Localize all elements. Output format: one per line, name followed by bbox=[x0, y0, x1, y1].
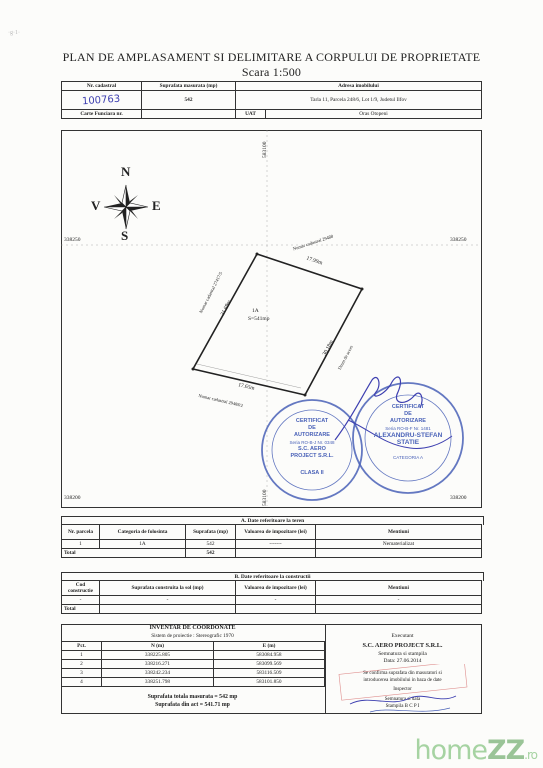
total-empty bbox=[236, 549, 316, 558]
total-row bbox=[62, 549, 482, 558]
cell-pct: 3 bbox=[62, 669, 102, 678]
inventar-title: INVENTAR DE COORDONATE bbox=[149, 625, 236, 631]
suprafata-label: Suprafata masurata (mp) bbox=[142, 82, 236, 91]
cell-nr-parcela: 1 bbox=[62, 540, 100, 549]
stamp-line1: Semnatura si data bbox=[384, 697, 421, 702]
section-a-table bbox=[61, 524, 482, 558]
header-valoarea: Valoarea de impozitare (lei) bbox=[236, 581, 316, 596]
header-suprafata: Suprafata (mp) bbox=[186, 525, 236, 540]
adresa-value: Tarla 11, Parcela 248/6, Lot 1/9, Judetul Ilfov bbox=[236, 91, 482, 110]
compass-s: S bbox=[121, 228, 129, 243]
page-subtitle-scale: Scara 1:500 bbox=[241, 65, 302, 79]
header-nr-parcela: Nr. parcela bbox=[62, 525, 100, 540]
coord-right-upper: 338250 bbox=[450, 237, 467, 243]
header-n: N (m) bbox=[102, 642, 214, 651]
point-marker bbox=[304, 394, 307, 397]
point-marker bbox=[256, 253, 259, 256]
total-act: Suprafata din act = 541.71 mp bbox=[155, 702, 230, 708]
table-row bbox=[62, 669, 325, 678]
point-marker bbox=[361, 288, 364, 291]
parcel-area: S=541mp bbox=[248, 316, 270, 322]
stamp-statie-text bbox=[362, 404, 454, 461]
total-label: Total bbox=[62, 549, 186, 558]
section-b-title: B. Date referitoare la constructii bbox=[61, 572, 484, 581]
suprafata-value: 542 bbox=[142, 91, 236, 110]
inspector-label: Inspector bbox=[393, 687, 412, 692]
watermark-home: home bbox=[414, 735, 488, 766]
header-mentiuni: Mentiuni bbox=[316, 525, 482, 540]
total-empty bbox=[316, 549, 482, 558]
stamp-line2: Stampila B C P I bbox=[385, 704, 420, 709]
cell-valoarea: - bbox=[236, 596, 316, 605]
stamp2-line1: CERTIFICAT bbox=[391, 404, 425, 410]
compass-n: N bbox=[121, 164, 131, 179]
nr-cadastral-value: 100763 bbox=[82, 93, 121, 107]
stamp1-line2: DE bbox=[308, 425, 316, 431]
watermark-zz: ZZ bbox=[487, 735, 525, 766]
stamp-aero-text bbox=[270, 418, 354, 477]
section-b-table bbox=[61, 580, 482, 614]
corner-mark: ·g·1· bbox=[8, 30, 20, 36]
total-label: Total bbox=[62, 605, 100, 614]
table-row bbox=[62, 596, 482, 605]
stamp2-line2: DE bbox=[404, 411, 412, 417]
neighbor-left: Numar cadastral 27417/5 bbox=[198, 271, 224, 314]
stamp2-line4: Seria RO-B-F Nr. 1481 bbox=[385, 426, 431, 431]
cell-e: 583116.509 bbox=[214, 669, 325, 678]
ocpi-stamp-overlay bbox=[330, 664, 480, 724]
compass-w: V bbox=[91, 198, 101, 213]
cell-pct: 1 bbox=[62, 651, 102, 660]
header-suprafata-construita: Suprafata construita la sol (mp) bbox=[100, 581, 236, 596]
cell-categoria: 1A bbox=[100, 540, 186, 549]
cell-pct: 2 bbox=[62, 660, 102, 669]
cell-cod: - bbox=[62, 596, 100, 605]
executant-company: S.C. AERO PROJECT S.R.L. bbox=[362, 642, 443, 649]
total-masurata: Suprafata totala masurata = 542 mp bbox=[147, 694, 238, 700]
total-empty bbox=[316, 605, 482, 614]
table-row bbox=[62, 651, 325, 660]
side-bottom: 17.65m bbox=[237, 382, 256, 392]
stamp2-line7: CATEGORIA A bbox=[393, 455, 423, 460]
stamp1-line5: S.C. AERO bbox=[298, 446, 326, 452]
stamp1-line6: PROJECT S.R.L. bbox=[290, 453, 334, 459]
side-left: 31.69m bbox=[219, 299, 233, 317]
neighbor-right: Drum de acces bbox=[336, 344, 354, 371]
total-row bbox=[62, 605, 482, 614]
stamp1-line4: Seria RO-B-J Nr. 0348 bbox=[289, 440, 335, 445]
stamp1-line3: AUTORIZARE bbox=[294, 432, 330, 438]
watermark-ro: .ro bbox=[524, 748, 537, 762]
header-mentiuni: Mentiuni bbox=[316, 581, 482, 596]
coord-left-upper: 338250 bbox=[64, 237, 81, 243]
page-title: PLAN DE AMPLASAMENT SI DELIMITARE A CORPULUI DE PROPRIETATE bbox=[62, 50, 481, 64]
inventar-table bbox=[61, 641, 325, 687]
homezz-watermark bbox=[414, 735, 537, 766]
stamp1-line1: CERTIFICAT bbox=[295, 418, 329, 424]
confirm-line1: Se confirma suprafata din masuratori si bbox=[363, 671, 442, 676]
header-cod-constructie: Cod constructie bbox=[62, 581, 100, 596]
section-a-title: A. Date referitoare la teren bbox=[61, 516, 484, 525]
coord-bottom: 583100 bbox=[262, 489, 268, 506]
side-right: 30.18m bbox=[321, 339, 335, 357]
executant-label: Executant bbox=[391, 633, 414, 639]
coord-top: 583100 bbox=[262, 141, 268, 158]
cell-suprafata: 542 bbox=[186, 540, 236, 549]
header-e: E (m) bbox=[214, 642, 325, 651]
header-valoarea: Valoarea de impozitare (lei) bbox=[236, 525, 316, 540]
cell-mentiuni: - bbox=[316, 596, 482, 605]
stamp1-line7: CLASA II bbox=[300, 470, 324, 476]
uat-label: UAT bbox=[236, 110, 266, 119]
cell-n: 338251.798 bbox=[102, 678, 214, 687]
cell-pct: 4 bbox=[62, 678, 102, 687]
cell-e: 583099.569 bbox=[214, 660, 325, 669]
total-empty bbox=[100, 605, 236, 614]
cell-n: 338225.805 bbox=[102, 651, 214, 660]
table-row bbox=[62, 660, 325, 669]
header-categoria: Categoria de folosinta bbox=[100, 525, 186, 540]
adresa-label: Adresa imobilului bbox=[236, 82, 482, 91]
header-pct: Pct. bbox=[62, 642, 102, 651]
cell-e: 583101.850 bbox=[214, 678, 325, 687]
stamp2-line3: AUTORIZARE bbox=[390, 418, 426, 424]
stamp2-line6: STATIE bbox=[396, 439, 420, 446]
point-marker bbox=[192, 368, 195, 371]
compass-rose-icon bbox=[104, 185, 148, 229]
parcel-label: 1A bbox=[252, 308, 259, 314]
inventar-system: Sistem de proiectie : Stereografic 1970 bbox=[151, 633, 234, 639]
cell-e: 583084.958 bbox=[214, 651, 325, 660]
cell-suprafata: - bbox=[100, 596, 236, 605]
cell-mentiuni: Nematerializat bbox=[316, 540, 482, 549]
coord-right-lower: 338200 bbox=[450, 495, 467, 501]
coord-left-lower: 338200 bbox=[64, 495, 81, 501]
total-empty bbox=[236, 605, 316, 614]
stamp2-line5: ALEXANDRU-STEFAN bbox=[373, 432, 443, 439]
neighbor-top: Numar cadastral 29488 bbox=[292, 233, 334, 252]
executant-signature-label: Semnatura si stampila bbox=[378, 651, 427, 657]
side-top: 17.99m bbox=[305, 255, 324, 267]
neighbor-bottom: Numar cadastral 29488/2 bbox=[198, 392, 244, 409]
cell-n: 338242.234 bbox=[102, 669, 214, 678]
uat-value: Oras Otopeni bbox=[266, 110, 482, 119]
nr-cadastral-label: Nr. cadastral bbox=[62, 82, 142, 91]
cell-n: 338216.271 bbox=[102, 660, 214, 669]
carte-funciara-label: Carte Funciara nr. bbox=[62, 110, 142, 119]
total-value: 542 bbox=[186, 549, 236, 558]
table-row bbox=[62, 678, 325, 687]
cell-valoarea: ------- bbox=[236, 540, 316, 549]
compass-e: E bbox=[152, 198, 161, 213]
executant-date: Data: 27.06.2014 bbox=[383, 658, 422, 664]
confirm-line2: introducerea imobilului in baza de date bbox=[363, 678, 442, 683]
table-row bbox=[62, 540, 482, 549]
